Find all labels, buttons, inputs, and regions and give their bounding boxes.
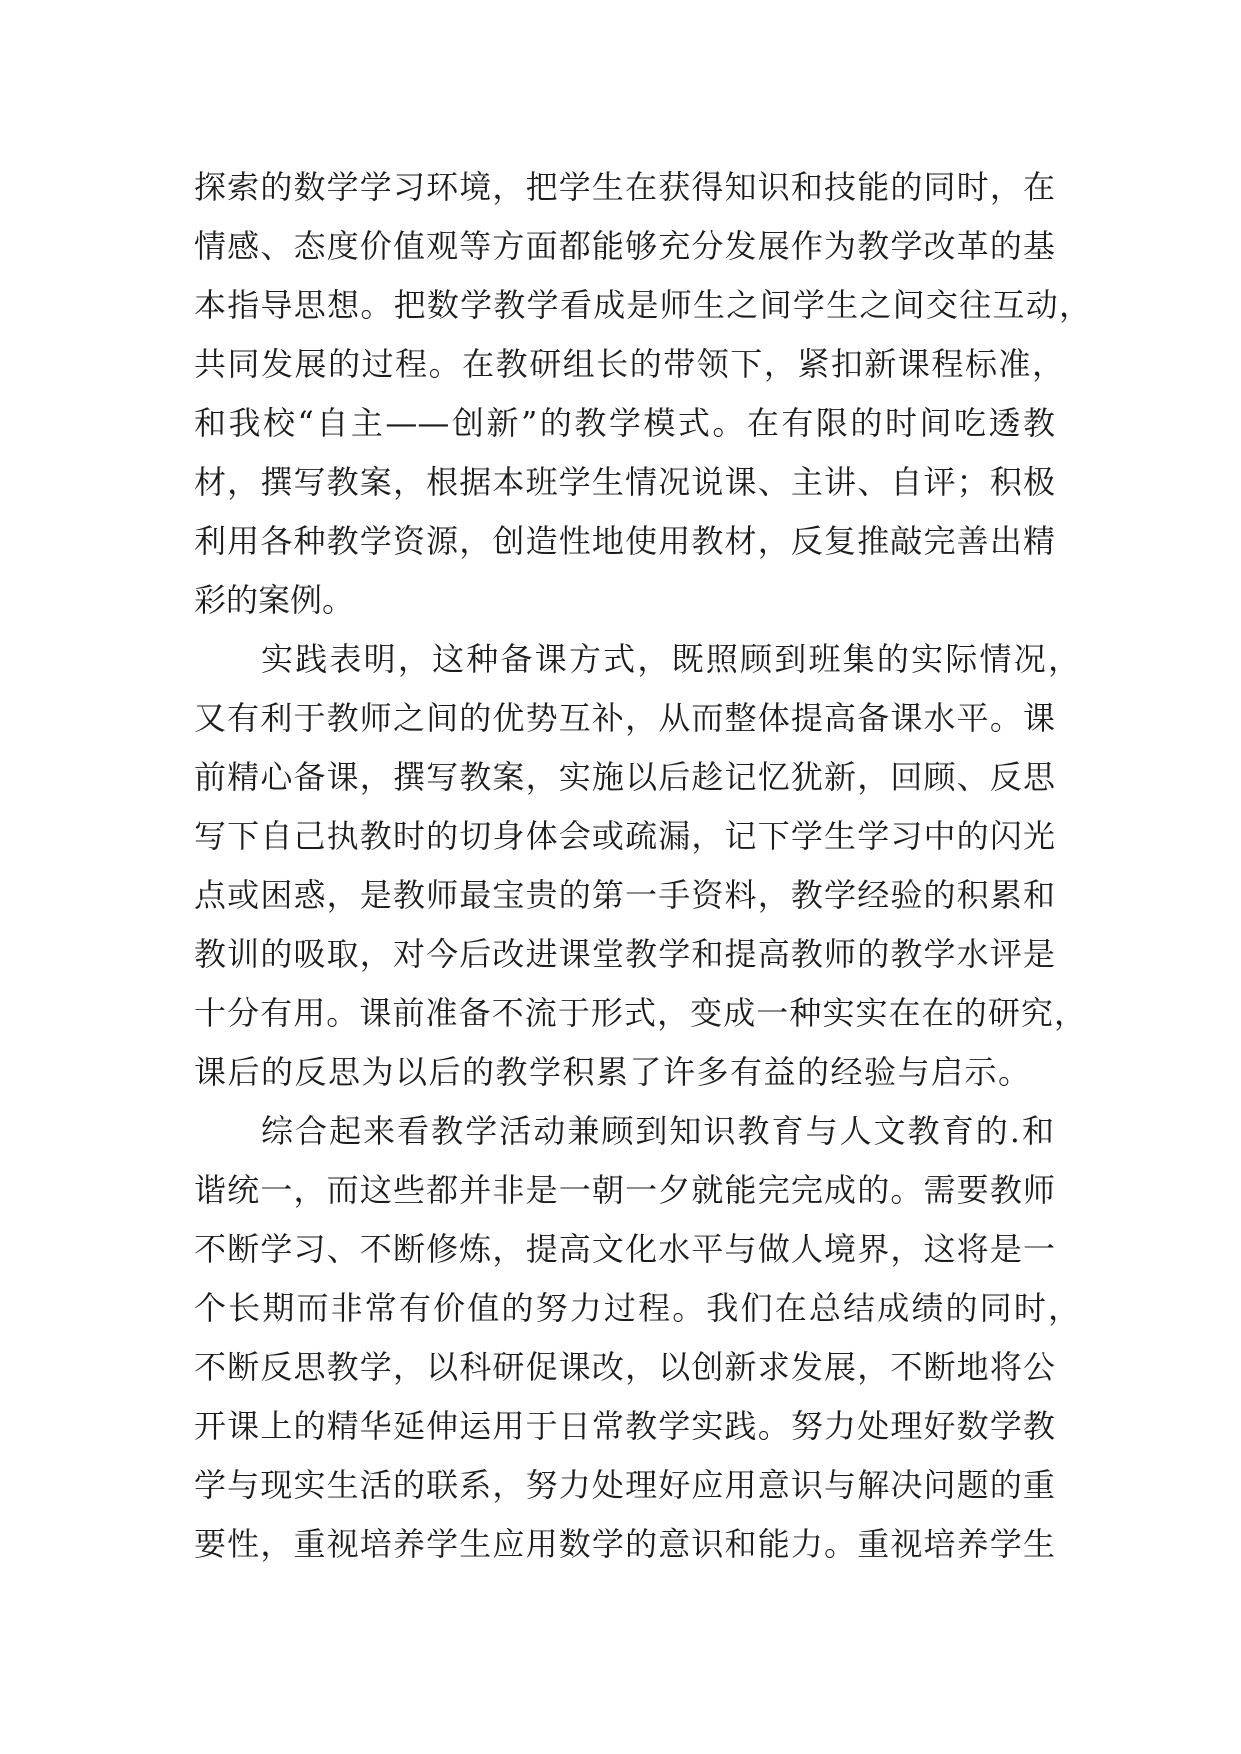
- text-line: 利用各种教学资源，创造性地使用教材，反复推敲完善出精: [194, 522, 1055, 560]
- text-line: 彩的案例。: [194, 581, 355, 619]
- text-line: 个长期而非常有价值的努力过程。我们在总结成绩的同时，: [194, 1289, 1080, 1327]
- text-line: 材，撰写教案，根据本班学生情况说课、主讲、自评；积极: [194, 463, 1055, 501]
- text-line: 要性，重视培养学生应用数学的意识和能力。重视培养学生: [194, 1525, 1055, 1563]
- text-line: 探索的数学学习环境，把学生在获得知识和技能的同时，在: [194, 168, 1055, 206]
- paragraph: [194, 630, 1104, 1102]
- text-line: 和我校“自主——创新”的教学模式。在有限的时间吃透教: [194, 404, 1055, 442]
- text-line: 前精心备课，撰写教案，实施以后趁记忆犹新，回顾、反思: [194, 758, 1055, 796]
- text-line: 点或困惑，是教师最宝贵的第一手资料，教学经验的积累和: [194, 876, 1055, 914]
- text-line: 谐统一，而这些都并非是一朝一夕就能完完成的。需要教师: [194, 1171, 1055, 1209]
- paragraph: [194, 158, 1104, 630]
- text-line: 十分有用。课前准备不流于形式，变成一种实实在在的研究，: [194, 994, 1086, 1032]
- text-line: 情感、态度价值观等方面都能够充分发展作为教学改革的基: [194, 227, 1055, 265]
- text-line: 写下自己执教时的切身体会或疏漏，记下学生学习中的闪光: [194, 817, 1055, 855]
- text-line: 课后的反思为以后的教学积累了许多有益的经验与启示。: [194, 1053, 1030, 1091]
- text-line: 学与现实生活的联系，努力处理好应用意识与解决问题的重: [194, 1466, 1055, 1504]
- text-line: 共同发展的过程。在教研组长的带领下，紧扣新课程标准，: [194, 345, 1064, 383]
- text-line: 教训的吸取，对今后改进课堂教学和提高教师的教学水评是: [194, 935, 1055, 973]
- document-body: [194, 158, 1104, 1574]
- text-line: 又有利于教师之间的优势互补，从而整体提高备课水平。课: [194, 699, 1055, 737]
- paragraph: [194, 1102, 1104, 1574]
- text-line: 不断反思教学，以科研促课改，以创新求发展，不断地将公: [194, 1348, 1055, 1386]
- text-line: 实践表明，这种备课方式，既照顾到班集的实际情况，: [261, 640, 1080, 678]
- text-line: 本指导思想。把数学教学看成是师生之间学生之间交往互动，: [194, 286, 1091, 324]
- text-line: 开课上的精华延伸运用于日常教学实践。努力处理好数学教: [194, 1407, 1055, 1445]
- text-line: 不断学习、不断修炼，提高文化水平与做人境界，这将是一: [194, 1230, 1055, 1268]
- text-line: 综合起来看教学活动兼顾到知识教育与人文教育的.和: [261, 1112, 1054, 1150]
